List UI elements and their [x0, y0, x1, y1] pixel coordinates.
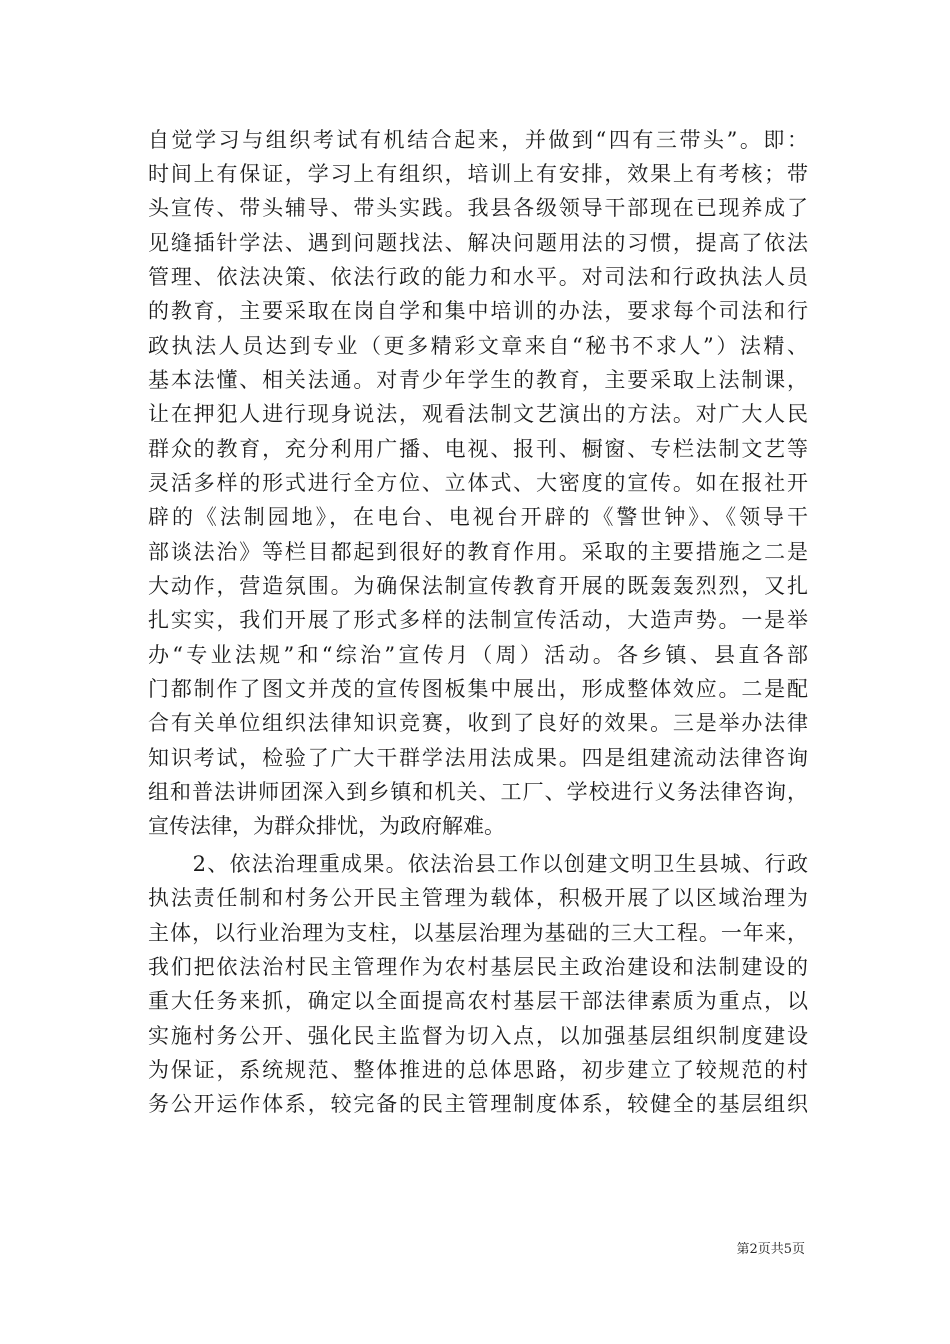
text-line: 合有关单位组织法律知识竞赛，收到了良好的效果。三是举办法律	[148, 711, 808, 735]
text-line: 大动作，营造氛围。为确保法制宣传教育开展的既轰轰烈烈，又扎	[148, 574, 808, 598]
text-line: 灵活多样的形式进行全方位、立体式、大密度的宣传。如在报社开	[148, 471, 808, 495]
text-line: 让在押犯人进行现身说法，观看法制文艺演出的方法。对广大人民	[148, 402, 808, 426]
text-line: 办“专业法规”和“综治”宣传月（周）活动。各乡镇、县直各部	[148, 643, 808, 667]
text-line: 主体，以行业治理为支柱，以基层治理为基础的三大工程。一年来，	[148, 921, 808, 945]
text-line: 见缝插针学法、遇到问题找法、解决问题用法的习惯，提高了依法	[148, 231, 808, 255]
text-line: 管理、依法决策、依法行政的能力和水平。对司法和行政执法人员	[148, 265, 808, 289]
page-number: 第2页共5页	[736, 1242, 805, 1257]
text-line: 辟的《法制园地》，在电台、电视台开辟的《警世钟》、《领导干	[148, 505, 808, 529]
text-line: 组和普法讲师团深入到乡镇和机关、工厂、学校进行义务法律咨询，	[148, 780, 808, 804]
text-line: 我们把依法治村民主管理作为农村基层民主政治建设和法制建设的	[148, 955, 808, 979]
text-line: 门都制作了图文并茂的宣传图板集中展出，形成整体效应。二是配	[148, 677, 808, 701]
text-line: 政执法人员达到专业（更多精彩文章来自“秘书不求人”）法精、	[148, 334, 808, 358]
text-line: 重大任务来抓，确定以全面提高农村基层干部法律素质为重点，以	[148, 989, 808, 1013]
text-line: 2、依法治理重成果。依法治县工作以创建文明卫生县城、行政	[148, 852, 808, 876]
text-line: 务公开运作体系，较完备的民主管理制度体系，较健全的基层组织	[148, 1092, 808, 1116]
text-line: 执法责任制和村务公开民主管理为载体，积极开展了以区域治理为	[148, 886, 808, 910]
text-line: 群众的教育，充分利用广播、电视、报刊、橱窗、专栏法制文艺等	[148, 437, 808, 461]
text-line: 扎实实，我们开展了形式多样的法制宣传活动，大造声势。一是举	[148, 608, 808, 632]
text-line: 自觉学习与组织考试有机结合起来，并做到“四有三带头”。即：	[148, 128, 808, 152]
text-line: 宣传法律，为群众排忧，为政府解难。	[148, 814, 505, 838]
text-line: 部谈法治》等栏目都起到很好的教育作用。采取的主要措施之二是	[148, 540, 808, 564]
text-line: 为保证，系统规范、整体推进的总体思路，初步建立了较规范的村	[148, 1058, 808, 1082]
text-line: 基本法懂、相关法通。对青少年学生的教育，主要采取上法制课，	[148, 368, 808, 392]
text-line: 的教育，主要采取在岗自学和集中培训的办法，要求每个司法和行	[148, 299, 808, 323]
text-line: 实施村务公开、强化民主监督为切入点，以加强基层组织制度建设	[148, 1024, 808, 1048]
text-line: 知识考试，检验了广大干群学法用法成果。四是组建流动法律咨询	[148, 746, 808, 770]
text-line: 头宣传、带头辅导、带头实践。我县各级领导干部现在已现养成了	[148, 196, 808, 220]
text-line: 时间上有保证，学习上有组织，培训上有安排，效果上有考核；带	[148, 162, 808, 186]
